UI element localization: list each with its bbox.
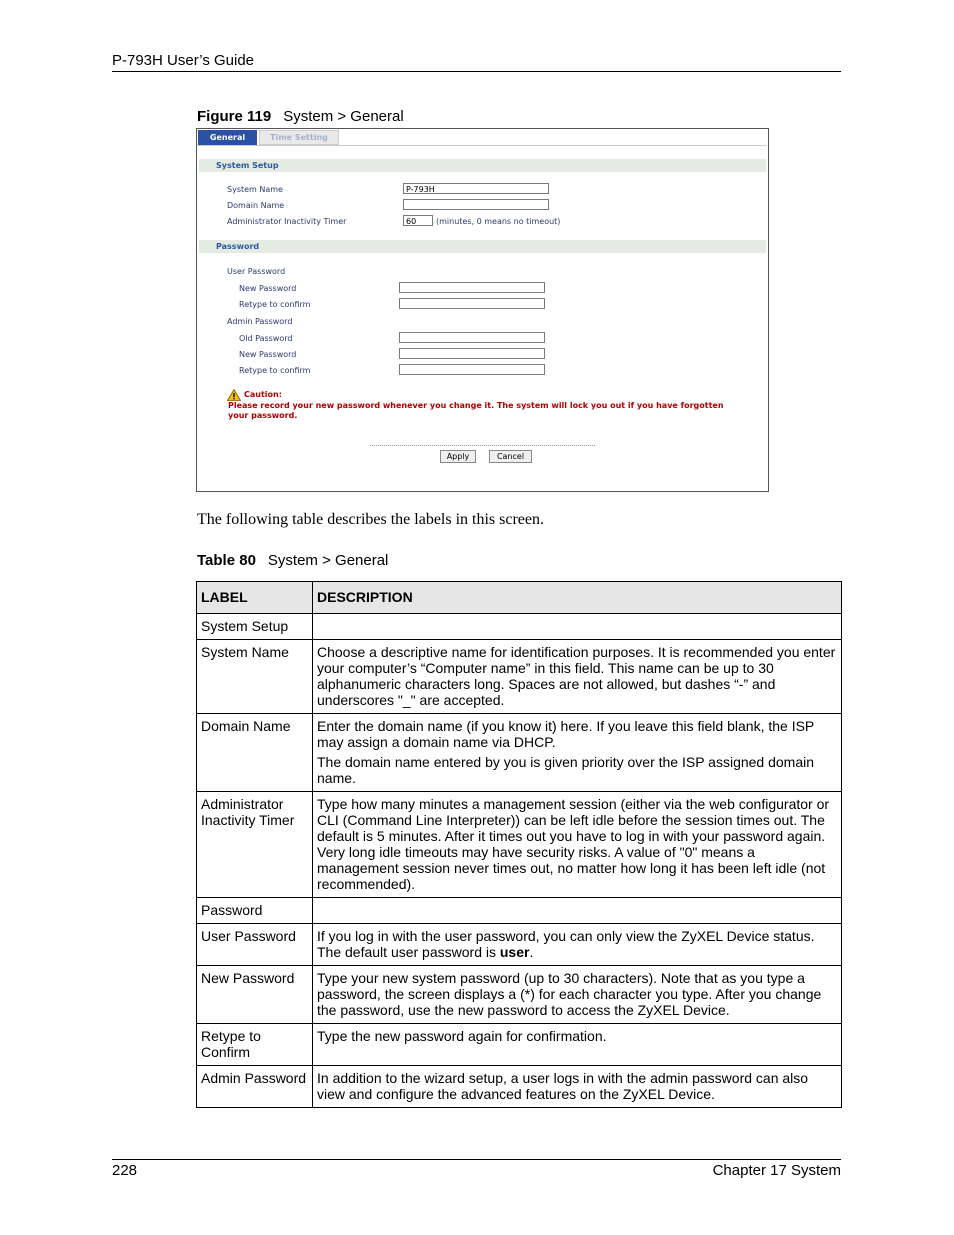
system-name-label: System Name [227,185,283,194]
warning-icon [227,389,241,401]
row-description [313,714,842,792]
description-table [196,581,842,1108]
figure-caption [197,108,404,125]
footer-chapter: Chapter 17 System [712,1162,841,1179]
button-divider [370,445,595,446]
table-row [197,1024,842,1066]
table-row [197,1066,842,1108]
admin-password-label: Admin Password [227,317,293,326]
table-caption [197,552,388,569]
timer-label: Administrator Inactivity Timer [227,217,347,226]
admin-old-password-label: Old Password [239,334,293,343]
user-new-password-input[interactable] [399,282,545,293]
intro-text: The following table describes the labels in this screen. [197,511,545,528]
user-password-label: User Password [227,267,286,276]
timer-input[interactable]: 60 [403,215,433,226]
admin-new-password-input[interactable] [399,348,545,359]
apply-button[interactable]: Apply [440,450,476,463]
caution-text: Please record your new password whenever you change it. The system will lock you out if you have forgotten your password. [228,401,724,420]
table-row [197,898,842,924]
admin-retype-label: Retype to confirm [239,366,311,375]
row-description: Choose a descriptive name for identification purposes. It is recommended you enter your computer’s “Computer name” in this field. This name can be up to 30 alphanumeric characters long. Spaces are not allowed, but dashes “-” and underscores "_" are accepted. [313,640,842,714]
row-label: Password [197,898,313,924]
section-password: Password [199,240,766,253]
figure-caption-label: Figure 119 [197,108,272,125]
table-row [197,614,842,640]
timer-note: (minutes, 0 means no timeout) [436,217,561,226]
caution-title: Caution: [244,390,282,399]
tab-time-setting[interactable]: Time Setting [259,130,339,145]
row-label: Admin Password [197,1066,313,1108]
footer-rule [112,1159,841,1160]
row-label: Retype to Confirm [197,1024,313,1066]
row-description [313,898,842,924]
table-row [197,924,842,966]
table-row [197,640,842,714]
table-row [197,792,842,898]
row-description: Type the new password again for confirmation. [313,1024,842,1066]
row-description: Type your new system password (up to 30 characters). Note that as you type a password, the screen displays a (*) for each character you type. After you change the password, use the new password to access the ZyXEL Device. [313,966,842,1024]
row-label: System Setup [197,614,313,640]
figure-caption-text: System > General [283,108,404,125]
admin-retype-input[interactable] [399,364,545,375]
tab-general[interactable]: General [198,130,257,145]
section-system-setup: System Setup [199,159,766,172]
row-label: Domain Name [197,714,313,792]
default-password-value: user [499,944,530,960]
row-label: System Name [197,640,313,714]
row-description: Type how many minutes a management session (either via the web configurator or CLI (Command Line Interpreter)) can be left idle before the session times out. The default is 5 minutes. After it times out you have to log in with your password again. Very long idle timeouts may have security risks. A value of "0" means a management session never times out, no matter how long it has been left idle (not recommended). [313,792,842,898]
user-retype-input[interactable] [399,298,545,309]
figure-screenshot [196,128,769,492]
table-caption-label: Table 80 [197,552,256,569]
admin-old-password-input[interactable] [399,332,545,343]
page-header-title: P-793H User’s Guide [112,52,255,69]
header-label: LABEL [197,582,313,614]
domain-name-input[interactable] [403,199,549,210]
row-description: In addition to the wizard setup, a user logs in with the admin password can also view and configure the advanced features on the ZyXEL Device. [313,1066,842,1108]
row-description-text: If you log in with the user password, you can only view the ZyXEL Device status. The default user password is [317,928,815,960]
domain-name-label: Domain Name [227,201,285,210]
table-row [197,966,842,1024]
table-caption-text: System > General [267,552,389,569]
row-label: User Password [197,924,313,966]
row-description-para: The domain name entered by you is given priority over the ISP assigned domain name. [317,754,815,786]
admin-new-password-label: New Password [239,350,297,359]
user-retype-label: Retype to confirm [239,300,311,309]
row-description [313,924,842,966]
row-label: New Password [197,966,313,1024]
row-description-end: . [529,944,534,960]
user-new-password-label: New Password [239,284,297,293]
row-description-para: Enter the domain name (if you know it) here. If you leave this field blank, the ISP may assign a domain name via DHCP. [317,718,815,750]
header-rule [112,71,841,72]
table-row [197,714,842,792]
tab-bar [197,129,766,146]
page-number: 228 [112,1162,138,1179]
row-label: Administrator Inactivity Timer [197,792,313,898]
cancel-button[interactable]: Cancel [489,450,532,463]
system-name-input[interactable]: P-793H [403,183,549,194]
table-header-row [197,582,842,614]
header-description: DESCRIPTION [313,582,842,614]
row-description [313,614,842,640]
